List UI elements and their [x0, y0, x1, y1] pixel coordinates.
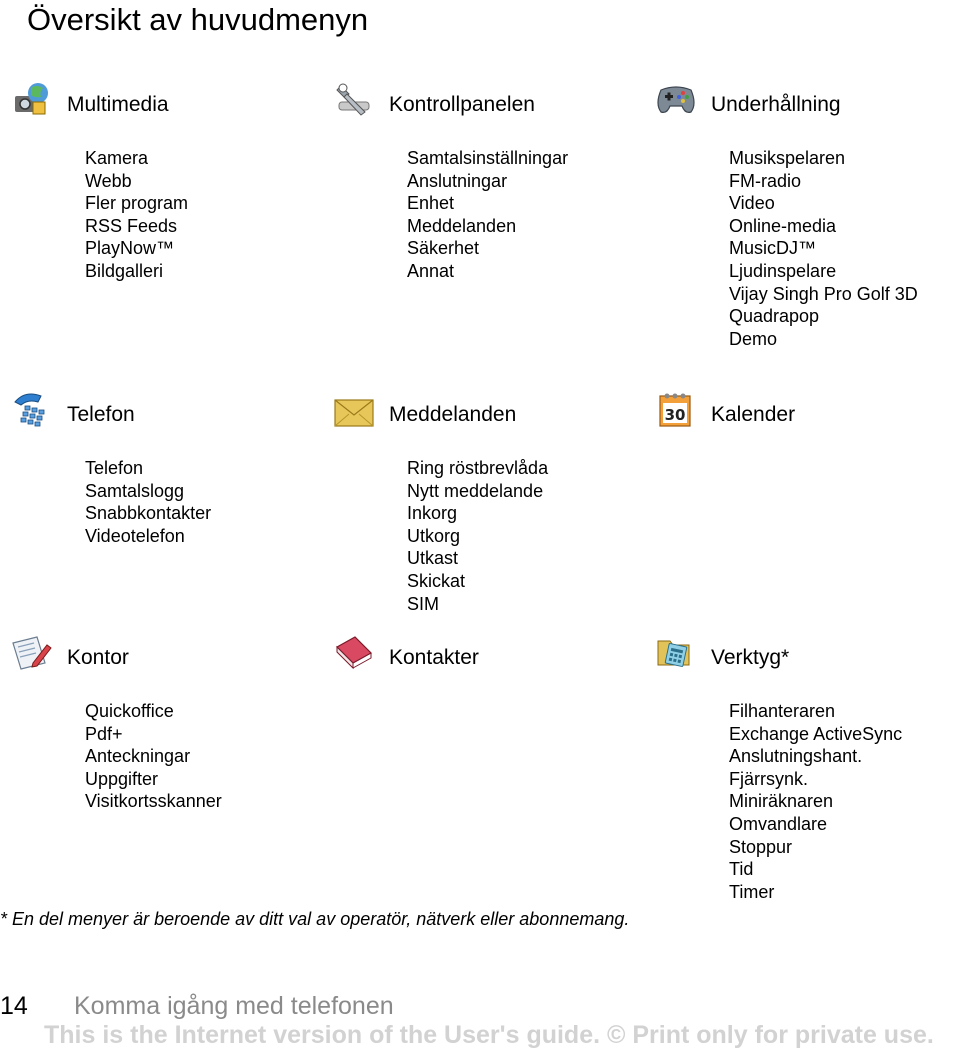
menu-section-contacts [333, 633, 633, 673]
menu-item[interactable]: Samtalslogg [85, 480, 185, 501]
calendar-day-number: 30 [664, 406, 686, 424]
control-panel-icon [333, 80, 375, 120]
menu-section-tools [655, 633, 955, 902]
menu-item[interactable]: Filhanteraren [729, 701, 836, 721]
menu-item[interactable]: Visitkortsskanner [85, 791, 222, 812]
section-heading[interactable]: Kontor [67, 646, 129, 669]
section-heading[interactable]: Kontakter [389, 646, 479, 669]
submenu-list [85, 700, 222, 813]
menu-item[interactable]: Uppgifter [85, 768, 159, 789]
menu-item[interactable]: Annat [407, 260, 455, 281]
section-header [333, 633, 633, 673]
menu-item[interactable]: Skickat [407, 570, 466, 591]
phone-icon [11, 390, 53, 430]
menu-item[interactable]: Fjärrsynk. [729, 768, 809, 789]
menu-item[interactable]: Pdf+ [85, 723, 123, 744]
menu-item[interactable]: Fler program [85, 193, 189, 214]
section-header [333, 80, 633, 120]
envelope-icon [333, 390, 375, 430]
submenu-list [729, 147, 918, 350]
submenu-list [407, 457, 548, 615]
game-controller-icon [655, 80, 697, 120]
submenu-list [85, 457, 211, 547]
menu-item[interactable]: Omvandlare [729, 813, 828, 834]
menu-item[interactable]: Bildgalleri [85, 260, 164, 281]
calendar-icon [655, 390, 697, 430]
menu-item[interactable]: RSS Feeds [85, 215, 178, 236]
submenu-list [85, 147, 188, 283]
menu-item[interactable]: Quickoffice [85, 701, 174, 721]
section-heading[interactable]: Verktyg* [711, 646, 790, 669]
menu-section-office [11, 633, 311, 812]
menu-section-phone [11, 390, 311, 546]
menu-item[interactable]: Utkorg [407, 525, 461, 546]
menu-item[interactable]: Anslutningshant. [729, 746, 863, 767]
section-header [655, 390, 955, 430]
contacts-book-icon [333, 633, 375, 673]
menu-item[interactable]: Inkorg [407, 503, 458, 524]
menu-item[interactable]: Exchange ActiveSync [729, 723, 903, 744]
menu-section-messaging [333, 390, 633, 614]
menu-item[interactable]: Video [729, 193, 775, 214]
office-icon [11, 633, 53, 673]
menu-item[interactable]: Anslutningar [407, 170, 508, 191]
menu-item[interactable]: Meddelanden [407, 215, 517, 236]
menu-item[interactable]: SIM [407, 593, 440, 614]
menu-item[interactable]: Anteckningar [85, 746, 191, 767]
menu-item[interactable]: Snabbkontakter [85, 503, 212, 524]
menu-item[interactable]: Musikspelaren [729, 148, 846, 168]
menu-section-entertainment [655, 80, 955, 349]
menu-item[interactable]: Timer [729, 881, 775, 902]
menu-item[interactable]: Utkast [407, 548, 459, 569]
multimedia-icon [11, 80, 53, 120]
footnote: * En del menyer är beroende av ditt val av operatör, nätverk eller abonnemang. [0, 909, 630, 929]
menu-item[interactable]: Vijay Singh Pro Golf 3D [729, 283, 918, 304]
menu-item[interactable]: Samtalsinställningar [407, 148, 569, 168]
section-header [655, 80, 955, 120]
section-header [333, 390, 633, 430]
menu-item[interactable]: Enhet [407, 193, 455, 214]
section-heading[interactable]: Multimedia [67, 93, 169, 116]
menu-item[interactable]: Tid [729, 859, 754, 880]
menu-item[interactable]: MusicDJ™ [729, 238, 817, 259]
menu-item[interactable]: Webb [85, 170, 132, 191]
section-heading[interactable]: Kalender [711, 403, 796, 426]
menu-item[interactable]: Telefon [85, 458, 144, 478]
menu-item[interactable]: Videotelefon [85, 525, 185, 546]
menu-item[interactable]: Quadrapop [729, 306, 820, 327]
menu-section-control-panel [333, 80, 633, 281]
chapter-title: Komma igång med telefonen [74, 992, 394, 1020]
menu-item[interactable]: Kamera [85, 148, 149, 168]
section-heading[interactable]: Underhållning [711, 93, 841, 116]
menu-item[interactable]: Säkerhet [407, 238, 480, 259]
tools-folder-icon [655, 633, 697, 673]
menu-item[interactable]: Ljudinspelare [729, 260, 837, 281]
menu-item[interactable]: FM-radio [729, 170, 802, 191]
menu-item[interactable]: Nytt meddelande [407, 480, 544, 501]
section-heading[interactable]: Telefon [67, 403, 135, 426]
page-title: Översikt av huvudmenyn [27, 2, 369, 37]
section-header [11, 633, 311, 673]
menu-item[interactable]: Demo [729, 328, 778, 349]
menu-section-calendar [655, 390, 955, 430]
section-header [11, 390, 311, 430]
section-header [655, 633, 955, 673]
menu-item[interactable]: Online-media [729, 215, 837, 236]
menu-item[interactable]: Stoppur [729, 836, 793, 857]
page-number: 14 [0, 992, 28, 1020]
menu-section-multimedia [11, 80, 311, 281]
menu-item[interactable]: PlayNow™ [85, 238, 175, 259]
section-heading[interactable]: Meddelanden [389, 403, 517, 426]
watermark-notice: This is the Internet version of the User's guide. © Print only for private use. [44, 1021, 934, 1049]
menu-item[interactable]: Miniräknaren [729, 791, 834, 812]
submenu-list [729, 700, 902, 903]
submenu-list [407, 147, 568, 283]
section-header [11, 80, 311, 120]
menu-item[interactable]: Ring röstbrevlåda [407, 458, 549, 478]
section-heading[interactable]: Kontrollpanelen [389, 93, 535, 116]
